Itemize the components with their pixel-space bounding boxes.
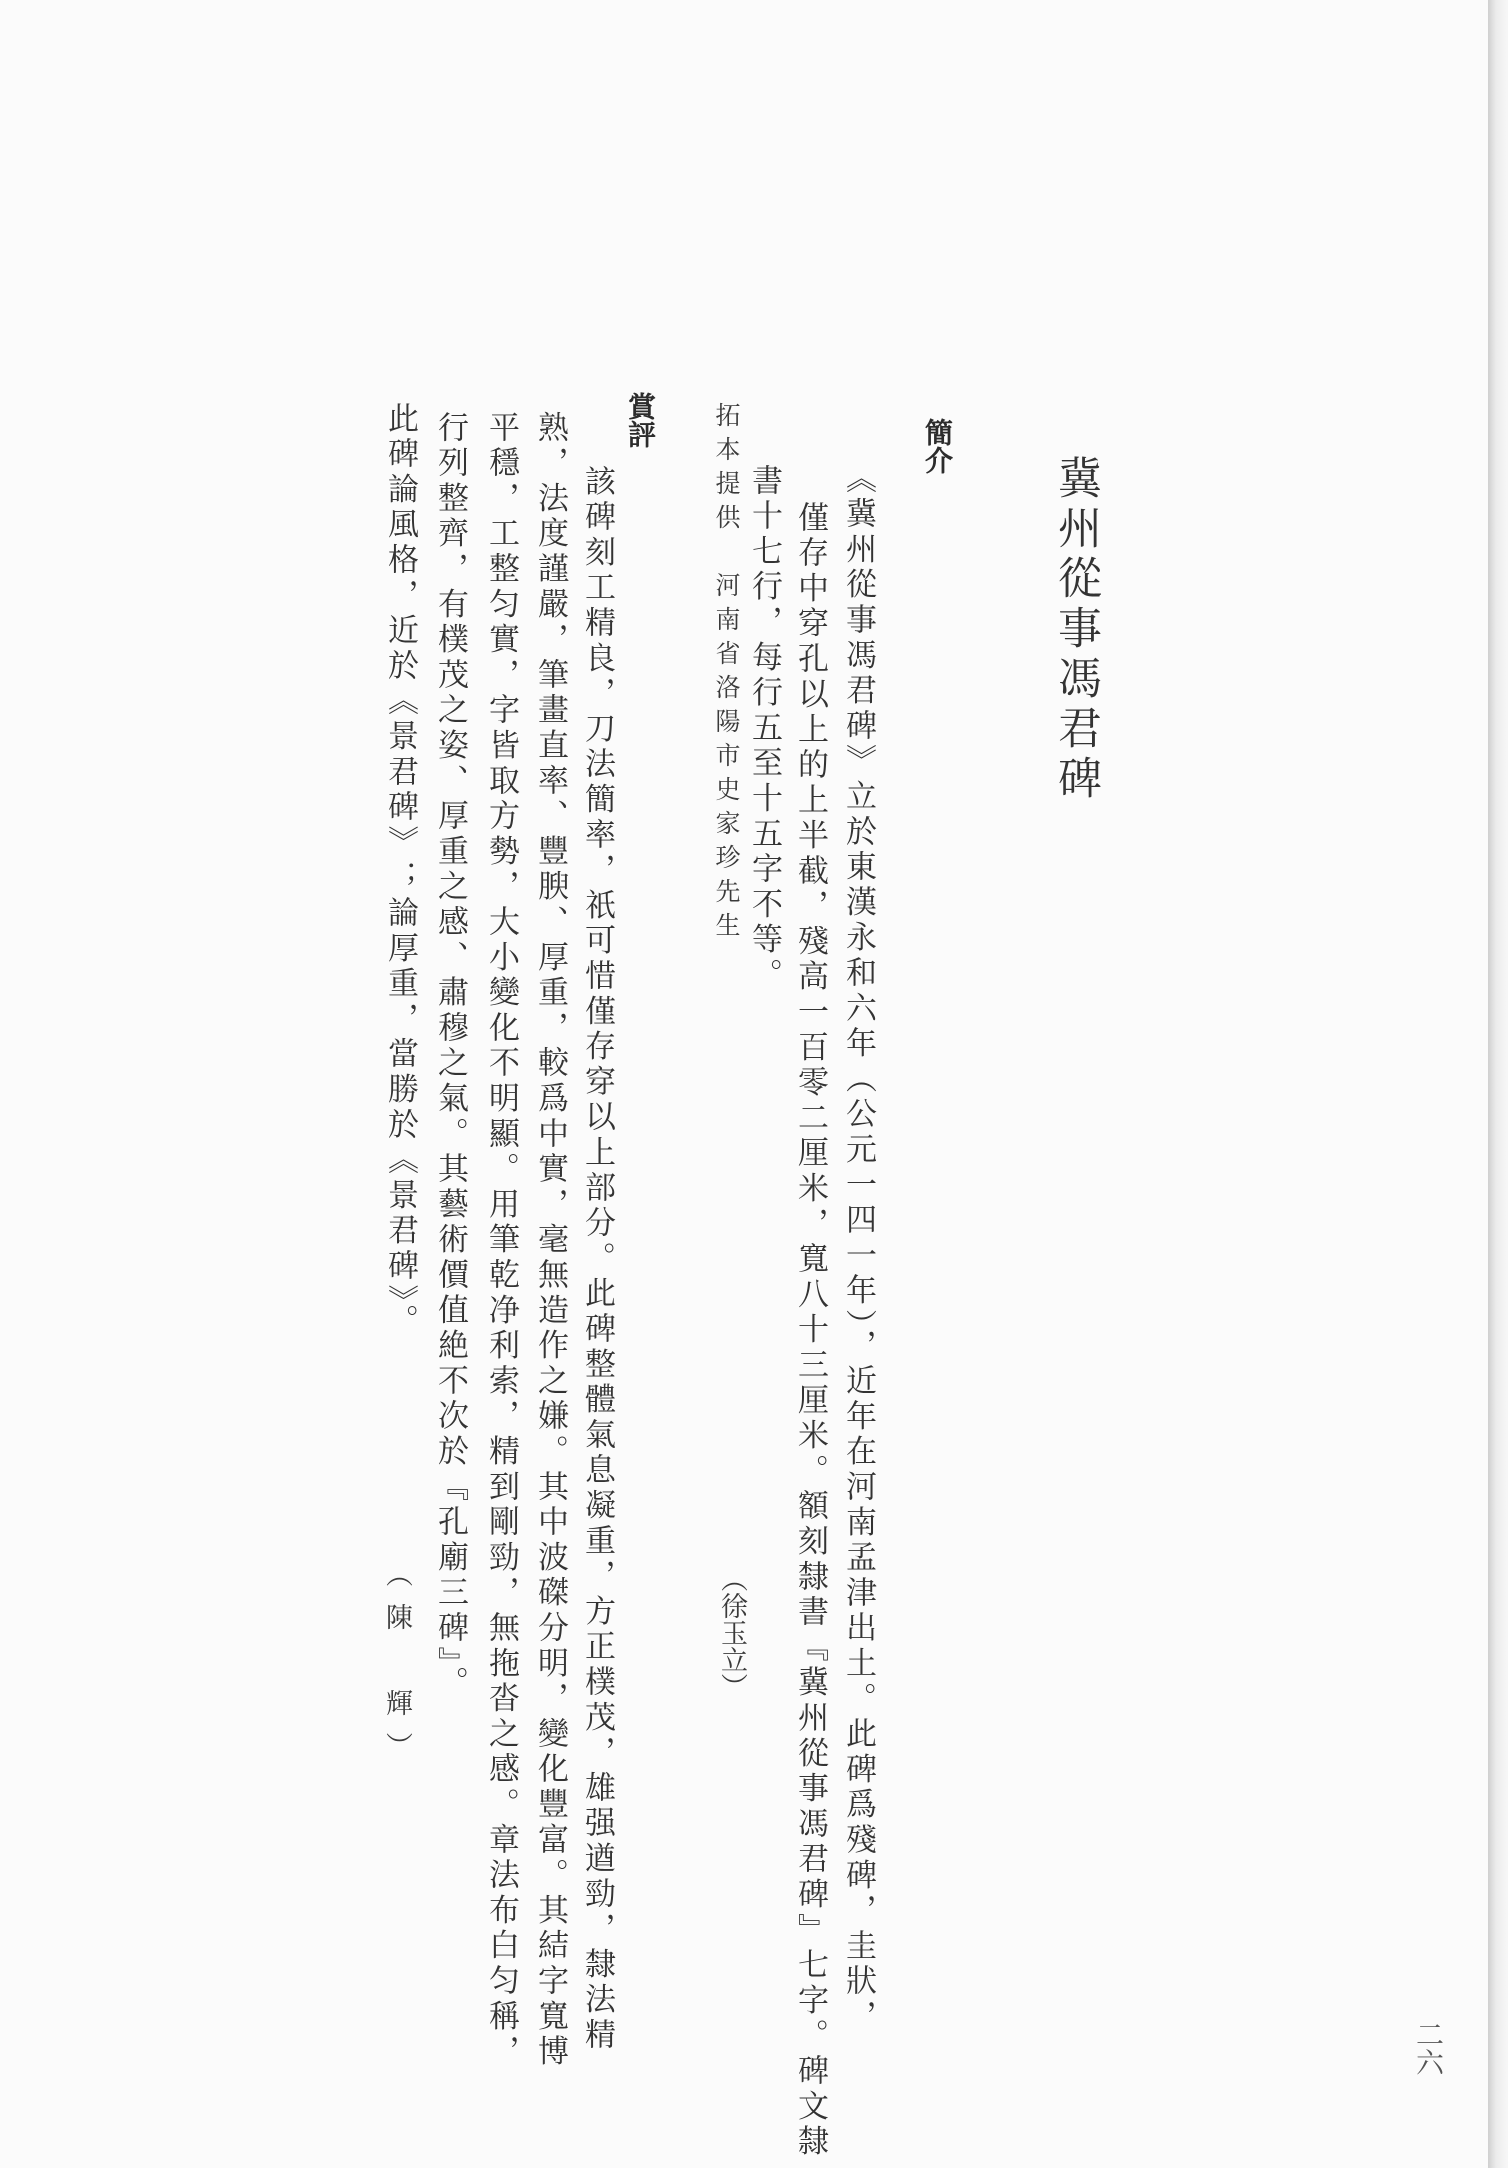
intro-author: （徐玉立） xyxy=(716,1565,747,1700)
intro-line-2: 僅存中穿孔以上的上半截，殘高一百零二厘米，寬八十三厘米。額刻隸書『冀州從事馮君碑』七字。碑文隸 xyxy=(792,501,828,2161)
page-number: 二六 xyxy=(1412,2020,1445,2076)
appreciation-heading: 賞評 xyxy=(624,392,657,448)
appreciation-author: （陳 輝） xyxy=(381,1560,412,1775)
page-title: 冀州從事馮君碑 xyxy=(1050,455,1101,805)
appreciation-line-1: 該碑刻工精良，刀法簡率，祇可惜僅存穿以上部分。此碑整體氣息凝重，方正樸茂，雄强遒勁，隸法精 xyxy=(579,465,615,2054)
rubbing-source: 拓本提供 河南省洛陽市史家珍先生 xyxy=(712,402,741,946)
appreciation-line-3: 平穩，工整匀實，字皆取方勢，大小變化不明顯。用筆乾净利索，精到剛勁，無拖沓之感。章法布白匀稱， xyxy=(483,411,519,2071)
appreciation-line-2: 熟，法度謹嚴，筆畫直率、豐腴、厚重，較爲中實，毫無造作之嫌。其中波磔分明，變化豐富。其結字寬博 xyxy=(532,411,568,2071)
intro-line-1: 《冀州從事馮君碑》立於東漢永和六年（公元一四一年），近年在河南孟津出土。此碑爲殘碑，圭狀， xyxy=(840,462,876,2035)
page-edge xyxy=(1488,0,1508,2168)
intro-heading: 簡介 xyxy=(921,418,954,474)
intro-line-3: 書十七行，每行五至十五字不等。 xyxy=(746,464,782,994)
appreciation-line-4: 行列整齊，有樸茂之姿、厚重之感、肅穆之氣。其藝術價值絶不次於『孔廟三碑』。 xyxy=(432,411,468,1702)
appreciation-line-5: 此碑論風格，近於《景君碑》；論厚重，當勝於《景君碑》。 xyxy=(382,402,418,1340)
